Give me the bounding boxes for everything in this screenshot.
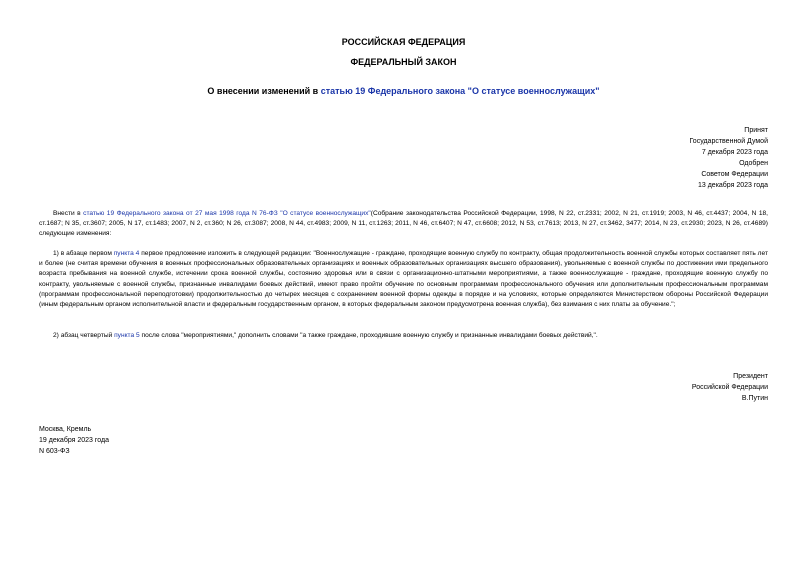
adoption-line: 7 декабря 2023 года <box>701 149 768 156</box>
item1-prefix: 1) в абзаце первом <box>53 250 114 257</box>
signature-line: Российской Федерации <box>691 384 768 391</box>
signature-line: В.Путин <box>741 395 768 402</box>
intro-link[interactable]: статью 19 Федерального закона от 27 мая 1998 года N 76-ФЗ "О статусе военнослужащих" <box>83 210 371 217</box>
item2-prefix: 2) абзац четвертый <box>53 332 115 339</box>
item1-rest: первое предложение изложить в следующей редакции: "Военнослужащие - граждане, проходящие военную службу по контракту, общая продолжительность военной службы которых составляет пять лет и более (не считая времени обучения в военных профессиональных образовательных организациях и военных образовательных организациях высшего образования), увольняемые с военной службы по достижении ими предельного возраста пребывания на военной службе, истечении срока военной службы, состоянию здоровья или в связи с организационно-штатными мероприятиями, а также военнослужащие - граждане, проходящие военную службу по контракту, увольняемые с военной службы, признанные инвалидами боевых действий, имеют право пройти обучение по основным программам профессионального обучения или дополнительным профессиональным программам (программам профессиональной переподготовки) продолжительностью до четырех месяцев с сохранением военной формы одежды в порядке и на условиях, которые определяются Министерством обороны Российской Федерации (иным федеральным органом исполнительной власти и федеральным государственным органом, в которых федеральным законом предусмотрена военная служба), без взимания с них платы за обучение."; <box>39 250 768 309</box>
adoption-block <box>689 125 768 191</box>
law-title-link[interactable]: статью 19 Федерального закона "О статусе военнослужащих" <box>320 86 600 96</box>
place-date-line: 19 декабря 2023 года <box>39 437 110 444</box>
signature-block <box>692 371 768 404</box>
place-date-line: N 603-ФЗ <box>39 448 70 455</box>
adoption-line: Принят <box>744 127 768 134</box>
doc-type-heading: ФЕДЕРАЛЬНЫЙ ЗАКОН <box>350 57 457 67</box>
country-heading: РОССИЙСКАЯ ФЕДЕРАЦИЯ <box>341 37 466 47</box>
adoption-line: Государственной Думой <box>689 138 768 145</box>
item2-rest: после слова "мероприятиями," дополнить словами "а также граждане, проходившие военную службу и признанные инвалидами боевых действий,". <box>139 332 598 339</box>
adoption-line: Одобрен <box>739 160 768 167</box>
item1-link[interactable]: пункта 4 <box>113 250 140 257</box>
item2-paragraph <box>39 331 768 341</box>
item2-link[interactable]: пункта 5 <box>114 332 140 339</box>
place-date-line: Москва, Кремль <box>39 426 92 433</box>
law-title <box>0 86 807 96</box>
signature-line: Президент <box>733 373 768 380</box>
law-title-prefix: О внесении изменений в <box>207 86 321 96</box>
intro-rest: (Собрание законодательства Российской Федерации, 1998, N 22, ст.2331; 2002, N 21, ст.1919; 2003, N 46, ст.4437; 2004, N 18, ст.1687; N 35, ст.3607; 2005, N 17, ст.1483; 2007, N 2, ст.360; N 26, ст.3087; 2008, N 44, ст.4983; 2009, N 11, ст.1263; 2011, N 46, ст.6407; N 47, ст.6608; 2012, N 53, ст.7613; 2013, N 27, ст.3462, 3477; 2014, N 23, ст.2930; 2023, N 26, ст.4689) следующие изменения: <box>39 210 769 238</box>
intro-paragraph <box>39 209 768 240</box>
adoption-line: Советом Федерации <box>701 171 768 178</box>
adoption-line: 13 декабря 2023 года <box>697 182 768 189</box>
place-date-block <box>39 424 109 457</box>
item1-paragraph <box>39 249 768 310</box>
intro-prefix: Внести в <box>53 210 84 217</box>
